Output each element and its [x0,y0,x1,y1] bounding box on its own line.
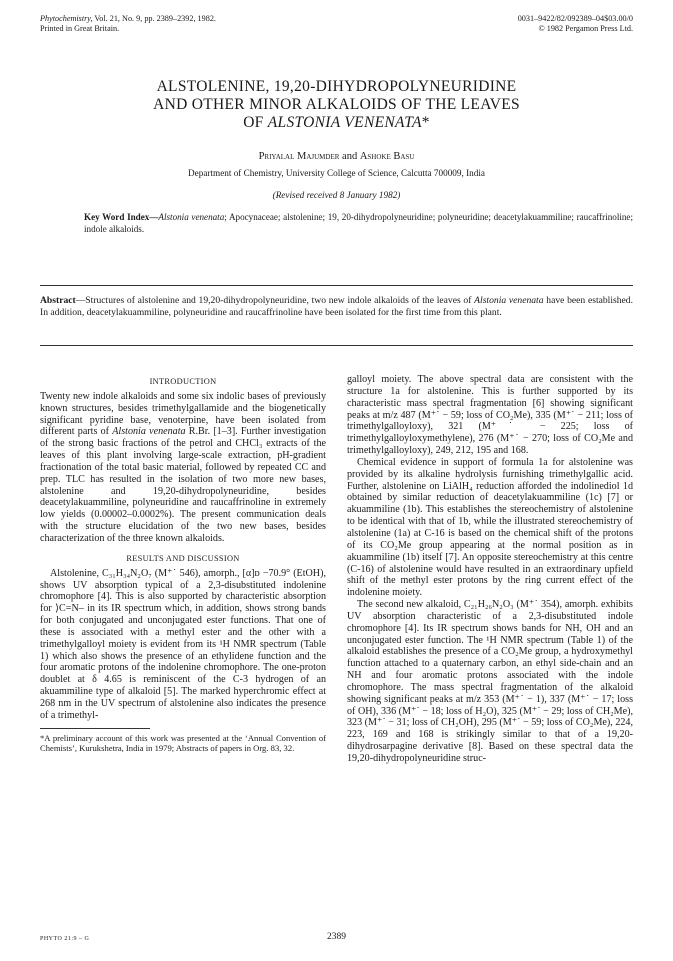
results-paragraph-4: The second new alkaloid, C₂₁H₂₆N₂O₃ (M⁺˙ 354), amorph. exhibits UV absorption characteristic of a 2,3-disubstituted indole chromophore [4]. Its IR spectrum shows bands for NH, OH and an unconjugated ester function. The ¹H NMR spectrum (Table 1) of the alkaloid establishes the presence of a CO₂Me group, a hydroxymethyl function attached to a quaternary carbon, an ethyl side-chain and an NH and four aromatic protons associated with the indole chromophore. The mass spectral fragmentation of the alkaloid showing significant peaks at m/z 353 (M⁺˙ − 1), 337 (M⁺˙ − 17; loss of OH), 336 (M⁺˙ − 18; loss of H₂O), 325 (M⁺˙ − 29; loss of CH₂Me), 323 (M⁺˙ − 31; loss of CH₂OH), 295 (M⁺˙ − 59; loss of CO₂Me), 224, 223, 169 and 168 is strikingly similar to that of a 19,20-dihydrosarpagine derivative [8]. Based on these spectral data the 19,20-dihydropolyneuridine struc- [347,599,633,764]
introduction-species: Alstonia venenata [112,426,186,438]
introduction-paragraph [40,391,326,545]
author-and: and [339,151,360,162]
printed-in: Printed in Great Britain. [40,24,120,33]
title-footnote-mark: * [421,114,430,131]
keyword-label: Key Word Index— [84,212,159,222]
author-1: Priyalal Majumder [258,151,340,162]
abstract [40,295,633,319]
title-line-2: AND OTHER MINOR ALKALOIDS OF THE LEAVES [153,96,520,113]
page-number: 2389 [327,932,346,942]
footer-code: PHYTO 21:9 – G [40,936,90,942]
abstract-bottom-rule [40,345,633,346]
footnote-rule [40,728,150,729]
introduction-text-2: R.Br. [1–3]. Further investigation of the strong basic fractions of the petrol and CHCl₃ extracts of the leaves of this plant involving large-scale extraction, pH-gradient fractionation of the total basic material, followed by repeated CC and prep. TLC has resulted in the isolation of two more new bases, alstolenine and 19,20-dihydropolyneuridine, besides deacetylakuammiline, polyneuridine and raucaffrinoline in extremely low yields (0.00002–0.0002%). The present communication deals with the structure elucidation of the two new bases, besides characterization of the three known alkaloids. [40,426,326,544]
copyright-line: © 1982 Pergamon Press Ltd. [538,24,633,33]
affiliation: Department of Chemistry, University College of Science, Calcutta 700009, India [188,168,485,178]
author-list [60,151,613,162]
abstract-label: Abstract [40,295,76,306]
footnote: *A preliminary account of this work was presented at the ‘Annual Convention of Chemists’, Kurukshetra, India in 1979; Abstracts of papers in Org. 83, 32. [40,732,326,754]
journal-citation: Vol. 21, No. 9, pp. 2389–2392, 1982. [92,14,216,23]
article-title [60,78,613,132]
keyword-list: ; Apocynaceae; alstolenine; 19, 20-dihydropolyneuridine; polyneuridine; deacetylakuammiline; raucaffrinoline; indole alkaloids. [84,212,633,234]
abstract-text-2: have been established. In addition, deacetylakuammiline, polyneuridine and raucaffrinoline have been isolated for the first time from this plant. [40,295,633,318]
abstract-text-1: —Structures of alstolenine and 19,20-dihydropolyneuridine, two new indole alkaloids of the leaves of [75,295,475,306]
article-code: 0031–9422/82/092389–04$03.00/0 [517,14,633,23]
right-column [347,374,633,765]
results-paragraph-3: Chemical evidence in support of formula 1a for alstolenine was provided by its alkaline hydrolysis furnishing trimethylgallic acid. Further, alstolenine on LiAlH₄ reduction afforded the indolinediol 1d obtained by similar reduction of deacetylakuammiline (1c) [7] or akuammiline (1b). This establishes the stereochemistry of alstolenine to be identical with that of 1b, while the illustrated stereochemistry of alstolenine (1a) at C-16 is based on the chemical shift of the protons of its CO₂Me group appearing at the normal position as in akuammiline (1b) itself [7]. An opposite stereochemistry at this centre (C-16) of alstolenine would have resulted in an extraordinary upfield shift of the methyl ester protons by the ring current effect of the indolenine moiety. [347,456,633,599]
title-line-1: ALSTOLENINE, 19,20-DIHYDROPOLYNEURIDINE [156,78,517,95]
title-species: ALSTONIA VENENATA [267,114,422,131]
keyword-species: Alstonia venenata [158,212,225,222]
publisher-header [518,14,633,34]
title-line-3-prefix: OF [243,114,268,131]
introduction-heading: INTRODUCTION [149,377,217,386]
introduction-text-1: Twenty new indole alkaloids and some six indolic bases of previously known structures, besides trimethylgallamide and the biogenetically significant pyridine base, venoterpine, have been isolated from different parts of [40,390,326,438]
title-line-3 [60,114,613,132]
journal-header [40,14,216,34]
results-paragraph-2: galloyl moiety. The above spectral data are consistent with the structure 1a for alstolenine. This is further supported by its characteristic mass spectral fragmentation [6] showing significant peaks at m/z 487 (M⁺˙ − 59; loss of CO₂Me), 335 (M⁺˙ − 211; loss of trimethylgalloyloxy), 321 (M⁺˙ − 225; loss of trimethylgalloyloxymethylene), 276 (M⁺˙ − 270; loss of CO₂Me and trimethylgalloyloxy), 249, 212, 195 and 168. [347,374,633,457]
results-paragraph-1: Alstolenine, C₃₁H₃₄N₂O₇ (M⁺˙ 546), amorph., [α]ᴅ −70.9° (EtOH), shows UV absorption typical of a 2,3-disubstituted indolenine chromophore [4]. This is also supported by characteristic absorption for ⟩C=N– in its IR spectrum which, in addition, shows strong bands for both conjugated and unconjugated ester functions. That one of these is associated with a methyl ester and the other with a trimethylgalloyl moiety is evident from its ¹H NMR spectrum (Table 1) which also shows the presence of an ethylidene function and the four aromatic protons of the indolenine chromophore. The one-proton doublet at δ 4.65 is reminiscent of the C-3 hydrogen of an akuammiline type of alkaloid [5]. The marked hyperchromic effect at 268 nm in the UV spectrum of alstolenine also indicates the presence of a trimethyl- [40,567,326,721]
revised-date: (Revised received 8 January 1982) [272,190,401,200]
results-heading: RESULTS AND DISCUSSION [126,553,240,563]
abstract-species: Alstonia venenata [474,295,544,306]
author-2: Ashoke Basu [359,151,415,162]
keyword-index [84,212,633,235]
left-column [40,374,326,754]
abstract-top-rule [40,285,633,286]
journal-name: Phytochemistry, [40,14,93,23]
